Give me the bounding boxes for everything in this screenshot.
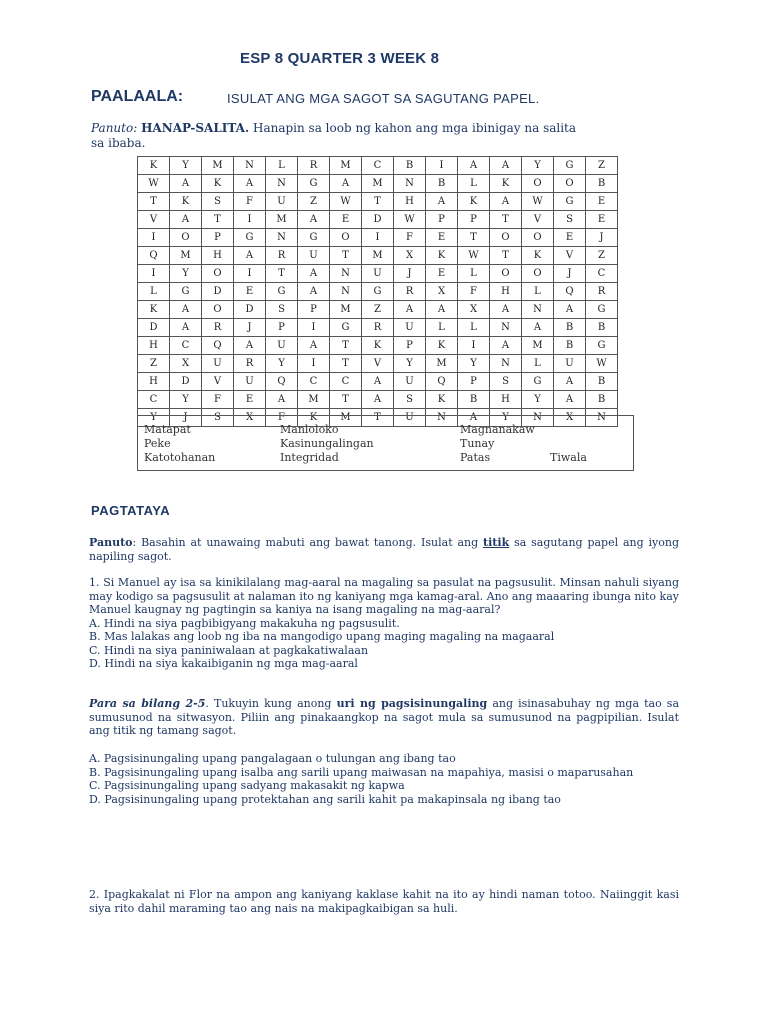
grid-cell: B bbox=[586, 391, 618, 409]
grid-cell: L bbox=[458, 175, 490, 193]
grid-cell: V bbox=[362, 355, 394, 373]
grid-cell: X bbox=[170, 355, 202, 373]
grid-cell: S bbox=[554, 211, 586, 229]
grid-cell: I bbox=[138, 265, 170, 283]
grid-cell: B bbox=[586, 175, 618, 193]
grid-cell: P bbox=[298, 301, 330, 319]
grid-cell: G bbox=[330, 319, 362, 337]
grid-row bbox=[138, 175, 618, 193]
instruction-text: Hanapin sa loob ng kahon ang mga ibinigay na salita sa ibaba. bbox=[91, 121, 577, 150]
grid-cell: L bbox=[266, 157, 298, 175]
grid-cell: O bbox=[522, 229, 554, 247]
grid-cell: M bbox=[362, 175, 394, 193]
grid-cell: N bbox=[522, 409, 554, 427]
grid-cell: L bbox=[522, 355, 554, 373]
grid-cell: X bbox=[458, 301, 490, 319]
grid-cell: C bbox=[298, 373, 330, 391]
grid-cell: P bbox=[458, 211, 490, 229]
grid-cell: M bbox=[298, 391, 330, 409]
grid-cell: U bbox=[234, 373, 266, 391]
word-item: Matapat bbox=[144, 423, 191, 436]
grid-row bbox=[138, 391, 618, 409]
grid-cell: N bbox=[426, 409, 458, 427]
grid-cell: E bbox=[586, 211, 618, 229]
grid-cell: A bbox=[458, 409, 490, 427]
items-2-5-instruction bbox=[89, 697, 679, 738]
grid-cell: I bbox=[362, 229, 394, 247]
grid-cell: O bbox=[490, 265, 522, 283]
q1-option: C. Hindi na siya paniniwalaan at pagkakatiwalaan bbox=[89, 643, 369, 657]
grid-cell: T bbox=[138, 193, 170, 211]
grid-cell: G bbox=[266, 283, 298, 301]
grid-cell: C bbox=[362, 157, 394, 175]
grid-row bbox=[138, 283, 618, 301]
grid-cell: I bbox=[298, 355, 330, 373]
grid-cell: O bbox=[522, 265, 554, 283]
grid-cell: H bbox=[202, 247, 234, 265]
grid-cell: A bbox=[298, 211, 330, 229]
section-title: PAGTATAYA bbox=[91, 503, 171, 518]
grid-cell: P bbox=[266, 319, 298, 337]
word-item: Magnanakaw bbox=[460, 423, 535, 436]
grid-cell: X bbox=[554, 409, 586, 427]
grid-cell: W bbox=[330, 193, 362, 211]
grid-cell: A bbox=[490, 193, 522, 211]
grid-cell: U bbox=[394, 373, 426, 391]
grid-cell: Y bbox=[266, 355, 298, 373]
grid-cell: K bbox=[490, 175, 522, 193]
grid-row bbox=[138, 157, 618, 175]
grid-cell: Q bbox=[138, 247, 170, 265]
question-2-text: 2. Ipagkakalat ni Flor na ampon ang kaniyang kaklase kahit na ito ay hindi naman totoo. Naiinggit kasi siya rito dahil maraming tao ang nais na makipagkaibigan sa huli. bbox=[89, 888, 679, 915]
grid-cell: A bbox=[234, 175, 266, 193]
grid-cell: H bbox=[138, 337, 170, 355]
grid-cell: P bbox=[202, 229, 234, 247]
grid-cell: J bbox=[234, 319, 266, 337]
grid-cell: J bbox=[394, 265, 426, 283]
reminder-text: ISULAT ANG MGA SAGOT SA SAGUTANG PAPEL. bbox=[227, 91, 540, 106]
grid-cell: R bbox=[266, 247, 298, 265]
grid-row bbox=[138, 193, 618, 211]
grid-cell: U bbox=[394, 319, 426, 337]
grid-cell: A bbox=[554, 301, 586, 319]
grid-cell: S bbox=[490, 373, 522, 391]
word-item: Peke bbox=[144, 437, 171, 450]
grid-cell: A bbox=[426, 301, 458, 319]
grid-cell: I bbox=[138, 229, 170, 247]
assessment-instruction bbox=[89, 536, 679, 563]
grid-cell: U bbox=[202, 355, 234, 373]
grid-cell: G bbox=[362, 283, 394, 301]
grid-cell: X bbox=[234, 409, 266, 427]
grid-cell: K bbox=[426, 247, 458, 265]
grid-cell: H bbox=[490, 283, 522, 301]
instr-label: Panuto bbox=[89, 536, 133, 549]
grid-cell: Y bbox=[170, 157, 202, 175]
grid-cell: A bbox=[362, 373, 394, 391]
grid-cell: Y bbox=[394, 355, 426, 373]
grid-cell: A bbox=[554, 373, 586, 391]
grid-cell: H bbox=[490, 391, 522, 409]
word-item: Patas bbox=[460, 451, 491, 464]
grid-cell: R bbox=[394, 283, 426, 301]
grid-cell: U bbox=[362, 265, 394, 283]
grid-row bbox=[138, 373, 618, 391]
grid-cell: Z bbox=[362, 301, 394, 319]
grid-cell: F bbox=[394, 229, 426, 247]
grid-cell: A bbox=[554, 391, 586, 409]
grid-cell: M bbox=[330, 157, 362, 175]
grid-cell: F bbox=[202, 391, 234, 409]
grid-cell: N bbox=[266, 229, 298, 247]
wordsearch-grid bbox=[137, 156, 635, 423]
grid-cell: W bbox=[458, 247, 490, 265]
grid-cell: Z bbox=[298, 193, 330, 211]
grid-cell: M bbox=[202, 157, 234, 175]
grid-cell: M bbox=[426, 355, 458, 373]
grid-cell: A bbox=[234, 337, 266, 355]
q1-option: B. Mas lalakas ang loob ng iba na mangodigo upang maging magaling na magaaral bbox=[89, 630, 555, 643]
grid-cell: A bbox=[426, 193, 458, 211]
grid-row bbox=[138, 337, 618, 355]
grid-cell: C bbox=[138, 391, 170, 409]
grid-cell: N bbox=[586, 409, 618, 427]
word-item: Kasinungalingan bbox=[280, 437, 374, 450]
grid-cell: K bbox=[522, 247, 554, 265]
grid-cell: T bbox=[266, 265, 298, 283]
grid-cell: R bbox=[298, 157, 330, 175]
grid-cell: Y bbox=[490, 409, 522, 427]
grid-row bbox=[138, 355, 618, 373]
grid-cell: T bbox=[490, 247, 522, 265]
grid-cell: B bbox=[586, 319, 618, 337]
grid-cell: X bbox=[394, 247, 426, 265]
grid-cell: J bbox=[170, 409, 202, 427]
grid-cell: T bbox=[330, 337, 362, 355]
grid-cell: B bbox=[426, 175, 458, 193]
grid-cell: G bbox=[522, 373, 554, 391]
grid-cell: Y bbox=[138, 409, 170, 427]
instr-text-a: : Basahin at unawaing mabuti ang bawat tanong. Isulat ang bbox=[132, 536, 479, 549]
choice-item: D. Pagsisinungaling upang protektahan ang sarili kahit pa makapinsala ng ibang tao bbox=[89, 792, 561, 806]
q1-option: A. Hindi na siya pagbibigyang makakuha ng pagsusulit. bbox=[89, 616, 400, 630]
instr-text-b: sa sagutang papel ang iyong napiling sagot. bbox=[89, 536, 680, 563]
grid-row bbox=[138, 211, 618, 229]
grid-cell: M bbox=[170, 247, 202, 265]
grid-cell: J bbox=[586, 229, 618, 247]
grid-cell: T bbox=[202, 211, 234, 229]
page-title: ESP 8 QUARTER 3 WEEK 8 bbox=[240, 50, 440, 67]
grid-cell: W bbox=[138, 175, 170, 193]
grid-cell: O bbox=[554, 175, 586, 193]
question-2 bbox=[89, 888, 679, 915]
para-label: Para sa bilang 2-5 bbox=[89, 697, 206, 710]
grid-cell: Q bbox=[426, 373, 458, 391]
grid-cell: T bbox=[490, 211, 522, 229]
grid-cell: O bbox=[170, 229, 202, 247]
grid-cell: T bbox=[362, 409, 394, 427]
instruction-bold: HANAP-SALITA. bbox=[141, 121, 250, 135]
grid-cell: I bbox=[234, 211, 266, 229]
grid-cell: Q bbox=[554, 283, 586, 301]
grid-cell: G bbox=[586, 301, 618, 319]
grid-cell: N bbox=[266, 175, 298, 193]
grid-row bbox=[138, 301, 618, 319]
grid-cell: T bbox=[458, 229, 490, 247]
grid-cell: D bbox=[362, 211, 394, 229]
grid-cell: N bbox=[522, 301, 554, 319]
grid-cell: G bbox=[234, 229, 266, 247]
grid-cell: K bbox=[202, 175, 234, 193]
grid-cell: Y bbox=[170, 265, 202, 283]
grid-cell: B bbox=[586, 373, 618, 391]
grid-row bbox=[138, 229, 618, 247]
grid-cell: K bbox=[426, 337, 458, 355]
grid-cell: M bbox=[362, 247, 394, 265]
grid-cell: M bbox=[330, 409, 362, 427]
grid-cell: R bbox=[586, 283, 618, 301]
grid-cell: P bbox=[426, 211, 458, 229]
grid-cell: E bbox=[234, 391, 266, 409]
grid-cell: L bbox=[458, 319, 490, 337]
grid-cell: F bbox=[234, 193, 266, 211]
grid-cell: Q bbox=[202, 337, 234, 355]
grid-cell: G bbox=[554, 193, 586, 211]
word-item: Manloloko bbox=[280, 423, 339, 436]
grid-cell: A bbox=[170, 301, 202, 319]
grid-cell: W bbox=[394, 211, 426, 229]
grid-cell: O bbox=[202, 265, 234, 283]
grid-cell: T bbox=[330, 355, 362, 373]
grid-cell: A bbox=[170, 175, 202, 193]
grid-cell: E bbox=[330, 211, 362, 229]
grid-cell: K bbox=[170, 193, 202, 211]
grid-row bbox=[138, 319, 618, 337]
grid-cell: G bbox=[298, 175, 330, 193]
grid-cell: A bbox=[234, 247, 266, 265]
grid-cell: I bbox=[298, 319, 330, 337]
grid-cell: S bbox=[202, 193, 234, 211]
grid-cell: N bbox=[490, 319, 522, 337]
grid-cell: U bbox=[554, 355, 586, 373]
grid-cell: M bbox=[522, 337, 554, 355]
grid-cell: M bbox=[330, 301, 362, 319]
choice-item: C. Pagsisinungaling upang sadyang makasakit ng kapwa bbox=[89, 779, 405, 792]
grid-cell: U bbox=[266, 337, 298, 355]
para-emph: uri ng pagsisinungaling bbox=[336, 697, 488, 710]
q1-option: D. Hindi na siya kakaibiganin ng mga mag-aaral bbox=[89, 657, 358, 670]
reminder-label: PAALAALA: bbox=[91, 88, 184, 105]
wordsearch-instruction bbox=[91, 121, 591, 151]
grid-cell: F bbox=[266, 409, 298, 427]
grid-cell: G bbox=[554, 157, 586, 175]
grid-cell: X bbox=[426, 283, 458, 301]
grid-cell: Z bbox=[586, 247, 618, 265]
grid-cell: N bbox=[330, 265, 362, 283]
para-text-a: . Tukuyin kung anong bbox=[205, 697, 332, 710]
grid-cell: A bbox=[522, 319, 554, 337]
grid-cell: Z bbox=[138, 355, 170, 373]
grid-cell: K bbox=[138, 301, 170, 319]
grid-cell: E bbox=[426, 265, 458, 283]
grid-cell: N bbox=[490, 355, 522, 373]
grid-cell: L bbox=[522, 283, 554, 301]
grid-cell: L bbox=[426, 319, 458, 337]
grid-cell: E bbox=[586, 193, 618, 211]
instr-emph: titik bbox=[483, 536, 510, 549]
grid-cell: T bbox=[362, 193, 394, 211]
grid-cell: I bbox=[458, 337, 490, 355]
grid-cell: A bbox=[394, 301, 426, 319]
grid-cell: K bbox=[298, 409, 330, 427]
grid-cell: T bbox=[330, 391, 362, 409]
grid-cell: K bbox=[138, 157, 170, 175]
grid-cell: B bbox=[458, 391, 490, 409]
grid-cell: L bbox=[138, 283, 170, 301]
grid-cell: N bbox=[234, 157, 266, 175]
question-1-text: 1. Si Manuel ay isa sa kinikilalang mag-aaral na magaling sa pasulat na pagsusulit. Minsan nahuli siyang may kodigo sa pagsusulit at nalaman ito ng kaniyang mga kamag-aral. Ano ang maaaring ibunga nito kay Manuel kaugnay ng pagtingin sa kaniya na isang magaling na mag-aaral? bbox=[89, 576, 679, 616]
choices bbox=[89, 752, 679, 806]
grid-cell: R bbox=[234, 355, 266, 373]
grid-cell: O bbox=[490, 229, 522, 247]
grid-cell: C bbox=[586, 265, 618, 283]
grid-cell: B bbox=[554, 337, 586, 355]
grid-cell: F bbox=[458, 283, 490, 301]
question-1 bbox=[89, 576, 679, 671]
grid-cell: M bbox=[266, 211, 298, 229]
grid-cell: D bbox=[202, 283, 234, 301]
word-item: Tiwala bbox=[550, 451, 587, 464]
grid-cell: L bbox=[458, 265, 490, 283]
grid-cell: B bbox=[554, 319, 586, 337]
word-item: Katotohanan bbox=[144, 451, 216, 464]
grid-cell: N bbox=[330, 283, 362, 301]
grid-cell: A bbox=[298, 337, 330, 355]
grid-cell: V bbox=[554, 247, 586, 265]
grid-cell: Y bbox=[170, 391, 202, 409]
word-item: Integridad bbox=[280, 451, 339, 464]
grid-cell: G bbox=[298, 229, 330, 247]
grid-cell: V bbox=[138, 211, 170, 229]
grid-cell: U bbox=[394, 409, 426, 427]
word-item: Tunay bbox=[460, 437, 495, 450]
grid-cell: G bbox=[586, 337, 618, 355]
grid-cell: A bbox=[490, 157, 522, 175]
grid-cell: O bbox=[522, 175, 554, 193]
grid-cell: S bbox=[266, 301, 298, 319]
grid-cell: O bbox=[330, 229, 362, 247]
grid-cell: V bbox=[522, 211, 554, 229]
grid-cell: K bbox=[426, 391, 458, 409]
grid-cell: A bbox=[298, 265, 330, 283]
grid-cell: Y bbox=[458, 355, 490, 373]
grid-cell: A bbox=[170, 211, 202, 229]
grid-cell: A bbox=[330, 175, 362, 193]
grid-cell: K bbox=[458, 193, 490, 211]
grid-cell: P bbox=[458, 373, 490, 391]
grid-cell: Y bbox=[522, 391, 554, 409]
grid-cell: V bbox=[202, 373, 234, 391]
grid-cell: E bbox=[426, 229, 458, 247]
grid-cell: A bbox=[490, 337, 522, 355]
grid-cell: H bbox=[138, 373, 170, 391]
grid-cell: Z bbox=[586, 157, 618, 175]
wordsearch-table bbox=[137, 156, 618, 427]
grid-cell: U bbox=[298, 247, 330, 265]
grid-cell: E bbox=[554, 229, 586, 247]
grid-cell: G bbox=[170, 283, 202, 301]
grid-cell: D bbox=[234, 301, 266, 319]
grid-cell: A bbox=[362, 391, 394, 409]
grid-cell: I bbox=[234, 265, 266, 283]
grid-cell: W bbox=[522, 193, 554, 211]
grid-cell: U bbox=[266, 193, 298, 211]
grid-cell: A bbox=[458, 157, 490, 175]
choice-item: B. Pagsisinungaling upang isalba ang sarili upang maiwasan na mapahiya, masisi o maparusahan bbox=[89, 765, 634, 779]
grid-cell: R bbox=[362, 319, 394, 337]
grid-cell: P bbox=[394, 337, 426, 355]
grid-cell: E bbox=[234, 283, 266, 301]
grid-cell: O bbox=[202, 301, 234, 319]
grid-cell: H bbox=[394, 193, 426, 211]
grid-cell: T bbox=[330, 247, 362, 265]
grid-cell: I bbox=[426, 157, 458, 175]
grid-cell: A bbox=[266, 391, 298, 409]
grid-row bbox=[138, 247, 618, 265]
grid-cell: K bbox=[362, 337, 394, 355]
grid-cell: A bbox=[170, 319, 202, 337]
grid-cell: W bbox=[586, 355, 618, 373]
grid-cell: J bbox=[554, 265, 586, 283]
grid-cell: D bbox=[138, 319, 170, 337]
grid-cell: A bbox=[298, 283, 330, 301]
grid-cell: S bbox=[202, 409, 234, 427]
grid-cell: B bbox=[394, 157, 426, 175]
grid-cell: R bbox=[202, 319, 234, 337]
grid-cell: Y bbox=[522, 157, 554, 175]
grid-cell: Q bbox=[266, 373, 298, 391]
grid-cell: C bbox=[330, 373, 362, 391]
grid-cell: N bbox=[394, 175, 426, 193]
grid-row bbox=[138, 265, 618, 283]
grid-cell: D bbox=[170, 373, 202, 391]
grid-cell: C bbox=[170, 337, 202, 355]
word-list bbox=[137, 415, 634, 471]
para-text-b: ang isinasabuhay ng mga tao sa sumusunod na sitwasyon. Piliin ang pinakaangkop na sagot mula sa sumusunod na pagpipilian. Isulat ang titik ng tamang sagot. bbox=[89, 697, 680, 737]
grid-cell: A bbox=[490, 301, 522, 319]
grid-cell: S bbox=[394, 391, 426, 409]
choice-item: A. Pagsisinungaling upang pangalagaan o tulungan ang ibang tao bbox=[89, 752, 456, 765]
instruction-label: Panuto: bbox=[91, 121, 138, 135]
